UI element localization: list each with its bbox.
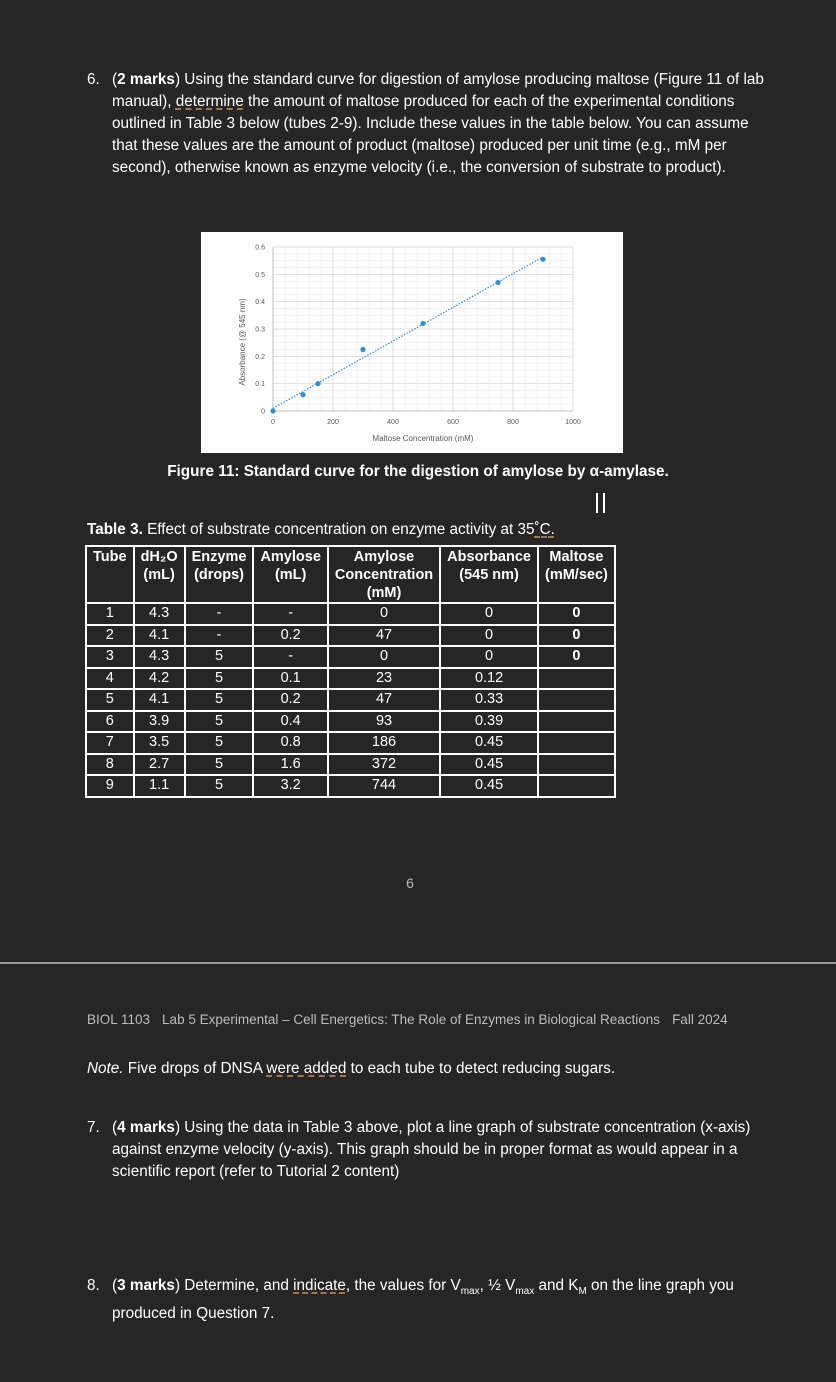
table-cell: 3 <box>86 646 134 668</box>
table-header-cell: Enzyme (drops) <box>185 546 254 603</box>
table-row <box>86 668 615 690</box>
table-cell: 7 <box>86 732 134 754</box>
table-row <box>86 732 615 754</box>
table-cell: 0.4 <box>253 711 327 733</box>
data-points <box>270 257 545 414</box>
table-row <box>86 689 615 711</box>
chart-grid <box>273 247 573 411</box>
data-point <box>540 257 545 262</box>
x-tick-label: 0 <box>271 419 275 426</box>
data-point <box>300 392 305 397</box>
table-cell: 5 <box>185 754 254 776</box>
table-row <box>86 754 615 776</box>
table-header-cell: Absorbance (545 nm) <box>440 546 538 603</box>
table-header-cell: Maltose (mM/sec) <box>538 546 615 603</box>
table-cell[interactable] <box>538 668 615 690</box>
y-tick-label: 0.4 <box>255 299 265 307</box>
table-header-cell: Amylose Concentration (mM) <box>328 546 440 603</box>
table-cell: - <box>185 625 254 647</box>
table-cell: 0 <box>328 646 440 668</box>
table-cell: 5 <box>185 646 254 668</box>
table-cell: 5 <box>185 732 254 754</box>
table-cell: 186 <box>328 732 440 754</box>
table-cell: 23 <box>328 668 440 690</box>
y-tick-label: 0.6 <box>255 244 265 252</box>
table-cell: 0.8 <box>253 732 327 754</box>
table-cell: 0.33 <box>440 689 538 711</box>
y-tick-label: 0.5 <box>255 271 265 279</box>
table-cell[interactable] <box>538 754 615 776</box>
y-tick-label: 0 <box>261 408 265 416</box>
table-cell: 2.7 <box>134 754 185 776</box>
table-cell: 0 <box>440 625 538 647</box>
table-cell: 8 <box>86 754 134 776</box>
question-marks: 4 marks <box>117 1119 175 1136</box>
page-number: 6 <box>406 875 414 891</box>
spellcheck-word[interactable]: were added <box>266 1060 347 1077</box>
table-cell: 744 <box>328 775 440 797</box>
table-cell: 3.9 <box>134 711 185 733</box>
x-tick-label: 400 <box>387 419 399 426</box>
x-tick-label: 600 <box>447 419 459 426</box>
note: Note. Five drops of DNSA were added to each tube to detect reducing sugars. <box>87 1060 616 1077</box>
question-number: 8. <box>87 1277 100 1294</box>
table-cell: 0.45 <box>440 754 538 776</box>
table-cell[interactable]: 0 <box>538 625 615 647</box>
table-cell: 0.2 <box>253 689 327 711</box>
table-cell: 5 <box>86 689 134 711</box>
table-cell: 0.45 <box>440 732 538 754</box>
table-cell[interactable] <box>538 689 615 711</box>
table-cell: 47 <box>328 625 440 647</box>
data-point <box>495 280 500 285</box>
table-cell: 5 <box>185 775 254 797</box>
question-text: (4 marks) Using the data in Table 3 above, plot a line graph of substrate concentration (x-axis) against enzyme velocity (y-axis). This graph should be in proper format as would appear in a scientific report (refer to Tutorial 2 content) <box>112 1119 751 1180</box>
table-cell: 4.1 <box>134 689 185 711</box>
table-header-cell: Amylose (mL) <box>253 546 327 603</box>
table-cell: 47 <box>328 689 440 711</box>
table-cell[interactable] <box>538 775 615 797</box>
x-tick-label: 1000 <box>565 419 581 426</box>
question-number: 7. <box>87 1119 100 1136</box>
table-cell: 3.2 <box>253 775 327 797</box>
table-cell: 1.1 <box>134 775 185 797</box>
table-cell[interactable]: 0 <box>538 603 615 625</box>
table-row <box>86 775 615 797</box>
table-cell: - <box>253 603 327 625</box>
y-tick-label: 0.2 <box>255 353 265 361</box>
question-number: 6. <box>87 71 100 88</box>
table-cell[interactable] <box>538 711 615 733</box>
data-point <box>270 408 275 413</box>
data-point <box>315 381 320 386</box>
table-cell: - <box>253 646 327 668</box>
table-cell: 0.12 <box>440 668 538 690</box>
table-cell: 3.5 <box>134 732 185 754</box>
table-header-row <box>86 546 615 603</box>
chart-svg <box>201 232 623 453</box>
data-point <box>360 347 365 352</box>
standard-curve-chart <box>201 232 623 453</box>
running-header: BIOL 1103 Lab 5 Experimental – Cell Energetics: The Role of Enzymes in Biological Reactions Fall 2024 <box>87 1012 728 1027</box>
question-7 <box>87 1117 767 1183</box>
table-cell[interactable] <box>538 732 615 754</box>
table-3 <box>85 545 616 798</box>
table-row <box>86 646 615 668</box>
table-row <box>86 711 615 733</box>
text-cursor-icon <box>596 493 606 513</box>
question-text: (2 marks) Using the standard curve for digestion of amylose producing maltose (Figure 11 of lab manual), determine the amount of maltose produced for each of the experimental conditions outlined in Table 3 below (tubes 2-9). Include these values in the table below. You can assume that these values are the amount of product (maltose) produced per unit time (e.g., mM per second), otherwise known as enzyme velocity (i.e., the conversion of substrate to product). <box>112 71 764 176</box>
spellcheck-word[interactable]: ˚C. <box>534 521 555 538</box>
table-cell: - <box>185 603 254 625</box>
question-marks: 3 marks <box>117 1277 175 1294</box>
question-marks: 2 marks <box>117 71 175 88</box>
page-break <box>0 962 836 964</box>
table-cell: 4.2 <box>134 668 185 690</box>
table-row <box>86 603 615 625</box>
table-cell: 5 <box>185 668 254 690</box>
table-cell: 0 <box>440 603 538 625</box>
spellcheck-word[interactable]: indicate <box>293 1277 346 1294</box>
table-caption: Table 3. Effect of substrate concentration on enzyme activity at 35˚C. <box>87 521 555 538</box>
x-tick-label: 200 <box>327 419 339 426</box>
table-cell: 4.3 <box>134 646 185 668</box>
figure-caption: Figure 11: Standard curve for the digestion of amylose by α-amylase. <box>167 463 669 480</box>
question-8 <box>87 1275 767 1325</box>
table-cell: 5 <box>185 689 254 711</box>
y-axis-label: Absorbance (@ 545 nm) <box>238 298 247 386</box>
table-cell: 1.6 <box>253 754 327 776</box>
table-cell: 2 <box>86 625 134 647</box>
table-cell: 0.45 <box>440 775 538 797</box>
table-cell: 0.1 <box>253 668 327 690</box>
tick-labels <box>255 245 581 427</box>
table-cell: 1 <box>86 603 134 625</box>
table-header-cell: Tube <box>86 546 134 603</box>
table-cell: 93 <box>328 711 440 733</box>
table-cell: 9 <box>86 775 134 797</box>
spellcheck-word[interactable]: determine <box>175 93 244 110</box>
table-cell[interactable]: 0 <box>538 646 615 668</box>
table-header-cell: dH₂O (mL) <box>134 546 185 603</box>
x-axis-label: Maltose Concentration (mM) <box>372 434 474 443</box>
table-cell: 372 <box>328 754 440 776</box>
table-cell: 4 <box>86 668 134 690</box>
table-cell: 5 <box>185 711 254 733</box>
table-cell: 0 <box>328 603 440 625</box>
table-cell: 4.3 <box>134 603 185 625</box>
table-cell: 0.2 <box>253 625 327 647</box>
table-cell: 4.1 <box>134 625 185 647</box>
table-cell: 0.39 <box>440 711 538 733</box>
table-row <box>86 625 615 647</box>
y-tick-label: 0.1 <box>255 381 265 389</box>
data-point <box>420 321 425 326</box>
trendline <box>273 257 543 408</box>
table-body <box>86 603 615 797</box>
table-cell: 0 <box>440 646 538 668</box>
y-tick-label: 0.3 <box>255 326 265 334</box>
x-tick-label: 800 <box>507 419 519 426</box>
table-cell: 6 <box>86 711 134 733</box>
question-6 <box>87 69 767 179</box>
question-text: (3 marks) Determine, and indicate, the values for $V_{max}$, ½ $V_{max}$ and $K_M$ on the line graph you produced in Question 7. <box>112 1277 734 1323</box>
